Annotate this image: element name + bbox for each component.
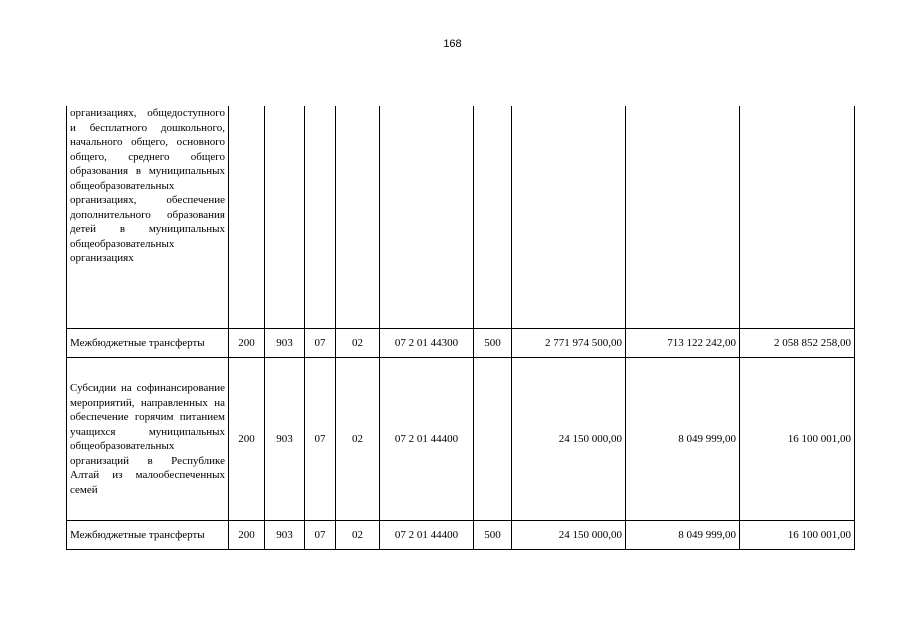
cell-amount-1: 24 150 000,00 xyxy=(512,358,626,521)
cell-code-3 xyxy=(305,106,336,329)
budget-table xyxy=(66,106,855,550)
cell-amount-3: 2 058 852 258,00 xyxy=(740,329,855,358)
cell-amount-3: 16 100 001,00 xyxy=(740,358,855,521)
cell-code-3: 07 xyxy=(305,358,336,521)
table-row xyxy=(67,106,855,329)
cell-code-4: 02 xyxy=(336,329,380,358)
row-description: Субсидии на софинансирование мероприятий, направленных на обеспечение горячим питанием учащихся муниципальных общеобразовательных организаций в Республике Алтай из малообеспеченных семей xyxy=(67,358,229,521)
cell-target-article: 07 2 01 44400 xyxy=(380,521,474,550)
cell-expense-type: 500 xyxy=(474,521,512,550)
cell-code-2 xyxy=(265,106,305,329)
cell-expense-type xyxy=(474,358,512,521)
cell-code-3: 07 xyxy=(305,329,336,358)
cell-code-4: 02 xyxy=(336,521,380,550)
cell-target-article: 07 2 01 44300 xyxy=(380,329,474,358)
cell-code-3: 07 xyxy=(305,521,336,550)
cell-code-1: 200 xyxy=(229,358,265,521)
cell-amount-1: 2 771 974 500,00 xyxy=(512,329,626,358)
cell-amount-2: 8 049 999,00 xyxy=(626,521,740,550)
page-number: 168 xyxy=(443,38,462,50)
cell-code-1: 200 xyxy=(229,521,265,550)
cell-amount-2 xyxy=(626,106,740,329)
cell-amount-2: 8 049 999,00 xyxy=(626,358,740,521)
row-description: Межбюджетные трансферты xyxy=(67,329,229,358)
cell-code-2: 903 xyxy=(265,521,305,550)
cell-target-article xyxy=(380,106,474,329)
cell-code-4: 02 xyxy=(336,358,380,521)
row-description: Межбюджетные трансферты xyxy=(67,521,229,550)
cell-amount-3: 16 100 001,00 xyxy=(740,521,855,550)
row-description: организациях, общедоступного и бесплатного дошкольного, начального общего, основного общего, среднего общего образования в муниципальных общеобразовательных организациях, обеспечение дополнительного образования детей в муниципальных общеобразовательных организациях xyxy=(67,106,229,329)
cell-code-2: 903 xyxy=(265,329,305,358)
cell-amount-2: 713 122 242,00 xyxy=(626,329,740,358)
cell-expense-type: 500 xyxy=(474,329,512,358)
table-row xyxy=(67,358,855,521)
cell-code-2: 903 xyxy=(265,358,305,521)
cell-amount-1: 24 150 000,00 xyxy=(512,521,626,550)
cell-amount-1 xyxy=(512,106,626,329)
table-row xyxy=(67,521,855,550)
cell-target-article: 07 2 01 44400 xyxy=(380,358,474,521)
cell-code-1: 200 xyxy=(229,329,265,358)
cell-code-4 xyxy=(336,106,380,329)
cell-amount-3 xyxy=(740,106,855,329)
cell-expense-type xyxy=(474,106,512,329)
cell-code-1 xyxy=(229,106,265,329)
table-row xyxy=(67,329,855,358)
